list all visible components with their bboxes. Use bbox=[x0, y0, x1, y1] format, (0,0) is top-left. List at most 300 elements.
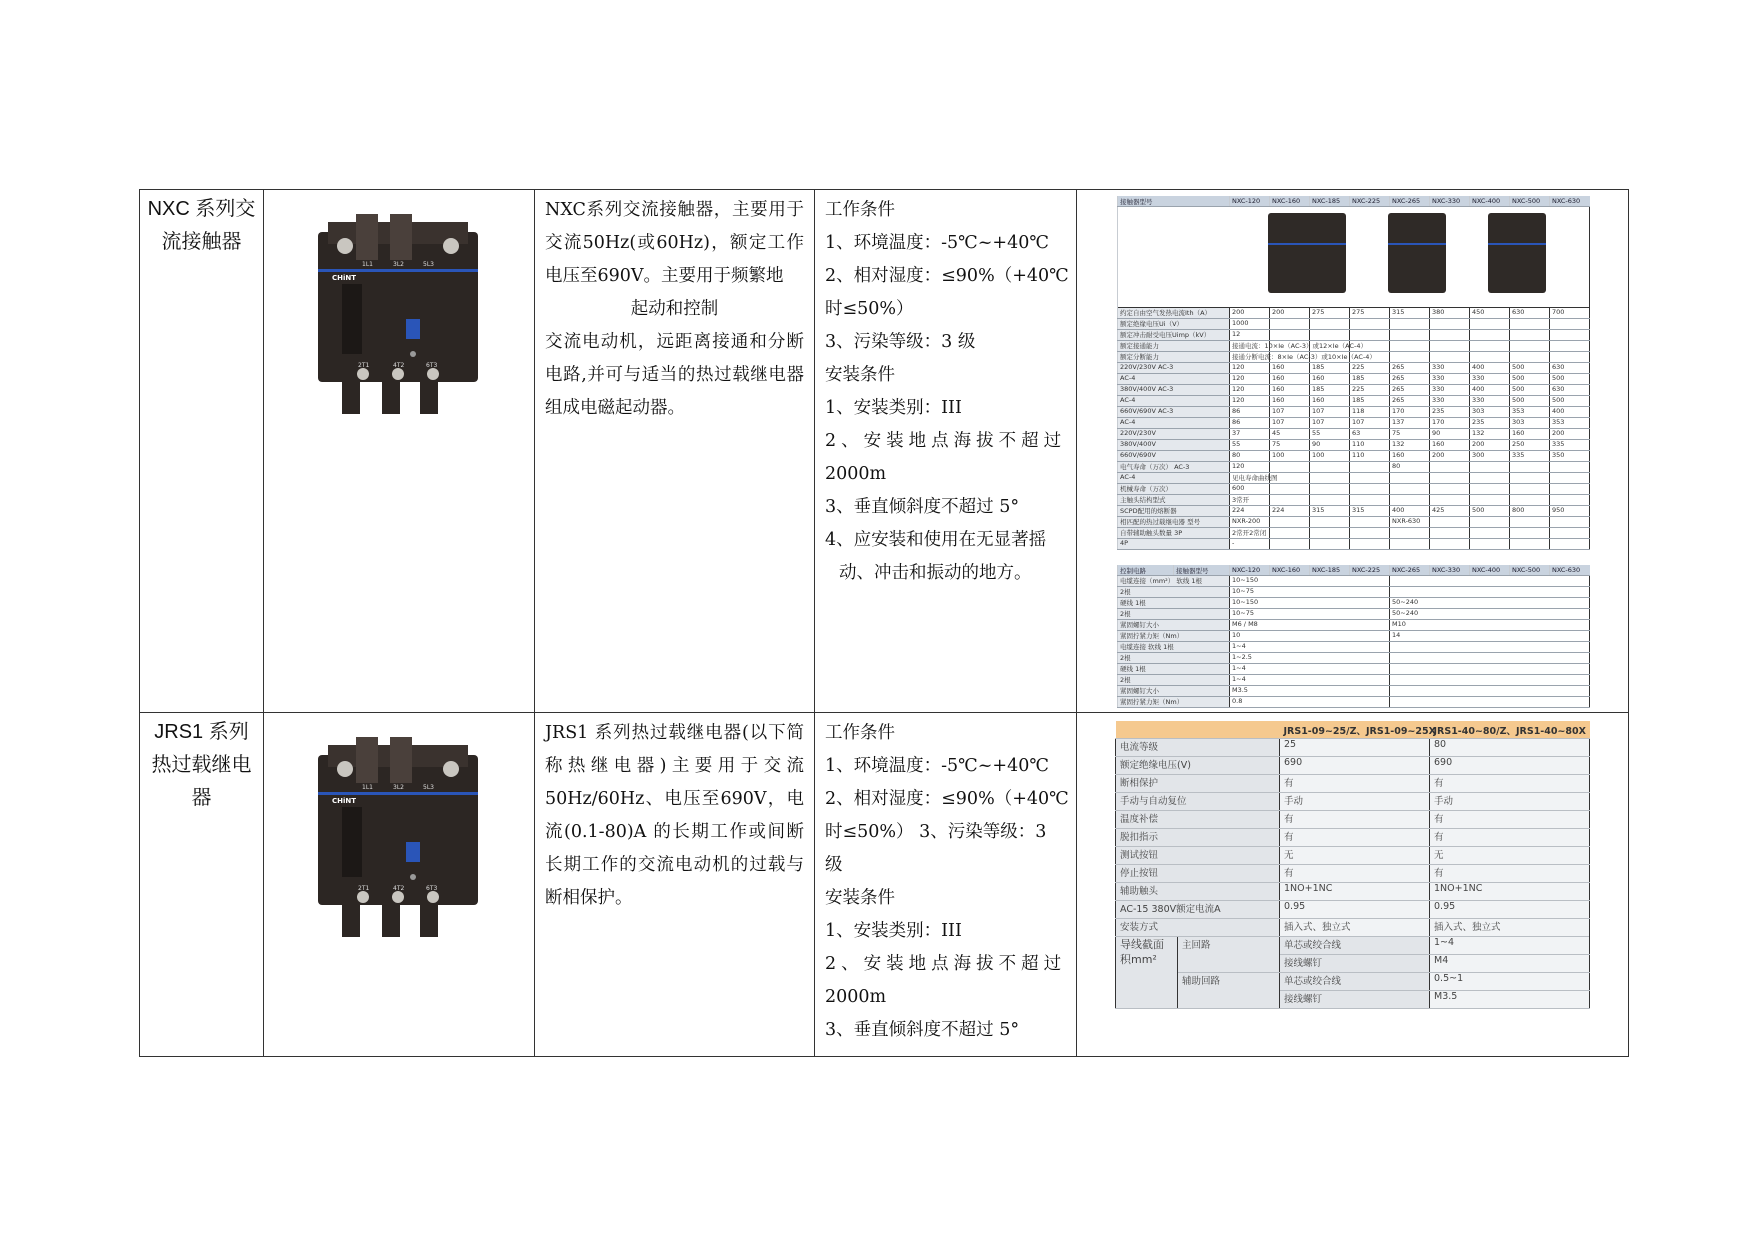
spec-value-cell: 235 bbox=[1430, 407, 1470, 418]
spec-label-cell: 紧固拧紧力矩（Nm） bbox=[1118, 697, 1230, 708]
spec-value-cell bbox=[1270, 495, 1310, 506]
spec-value-cell: 265 bbox=[1390, 385, 1430, 396]
spec-value-cell: 160 bbox=[1310, 374, 1350, 385]
spec-row bbox=[1118, 539, 1590, 550]
spec-value-cell: 0.8 bbox=[1230, 697, 1390, 708]
spec-value-cell bbox=[1430, 341, 1470, 352]
spec-value-cell bbox=[1270, 539, 1310, 550]
spec-value-cell bbox=[1550, 462, 1590, 473]
spec-row bbox=[1118, 495, 1590, 506]
spec-value-cell: 50~240 bbox=[1390, 609, 1590, 620]
spec-value-cell: 350 bbox=[1550, 451, 1590, 462]
spec-value-cell: 303 bbox=[1470, 407, 1510, 418]
spec-label-cell: 紧固螺钉大小 bbox=[1118, 686, 1230, 697]
spec-value-cell: 120 bbox=[1230, 396, 1270, 407]
spec-value-cell: 90 bbox=[1310, 440, 1350, 451]
spec-value-cell bbox=[1470, 484, 1510, 495]
spec-value-cell: 接通电流：10×Ie（AC-3）或12×Ie（AC-4） bbox=[1230, 341, 1270, 352]
condition-line: 2、安装地点海拔不超过 bbox=[825, 431, 1067, 451]
spec-value-cell: 有 bbox=[1430, 811, 1590, 829]
spec-label-cell: 220V/230V bbox=[1118, 429, 1230, 440]
spec-value-cell bbox=[1470, 330, 1510, 341]
spec-value-cell bbox=[1430, 539, 1470, 550]
spec-label-cell: 单芯或绞合线 bbox=[1280, 973, 1430, 991]
contactor-image bbox=[318, 214, 478, 414]
terminal-2t1: 2T1 bbox=[358, 362, 370, 369]
spec-value-cell: 55 bbox=[1230, 440, 1270, 451]
spec-row bbox=[1118, 451, 1590, 462]
spec-value-cell: 170 bbox=[1390, 407, 1430, 418]
spec-value-cell bbox=[1430, 319, 1470, 330]
spec-value-cell: 107 bbox=[1310, 418, 1350, 429]
spec-label-cell: 紧固拧紧力矩（Nm） bbox=[1118, 631, 1230, 642]
spec-value-cell bbox=[1430, 352, 1470, 363]
spec-subgroup-cell: 主回路 bbox=[1178, 937, 1280, 973]
spec-value-cell: 353 bbox=[1550, 418, 1590, 429]
spec-value-cell bbox=[1430, 528, 1470, 539]
spec-value-cell: 315 bbox=[1310, 506, 1350, 517]
spec-row bbox=[1118, 330, 1590, 341]
spec-label-cell: AC-4 bbox=[1118, 374, 1230, 385]
spec-header-cell: NXC-225 bbox=[1350, 565, 1390, 576]
spec-value-cell: 有 bbox=[1430, 865, 1590, 883]
spec-value-cell: 25 bbox=[1280, 739, 1430, 757]
spec-label-cell: 电气寿命（万次） AC-3 bbox=[1118, 462, 1230, 473]
spec-value-cell bbox=[1270, 517, 1310, 528]
spec-row bbox=[1118, 598, 1590, 609]
spec-value-cell bbox=[1390, 642, 1590, 653]
jrs-spec-table bbox=[1115, 721, 1590, 1009]
spec-value-cell bbox=[1270, 319, 1310, 330]
spec-value-cell: 有 bbox=[1280, 811, 1430, 829]
spec-label-cell: 660V/690V AC-3 bbox=[1118, 407, 1230, 418]
spec-value-cell: 200 bbox=[1430, 451, 1470, 462]
spec-row bbox=[1118, 374, 1590, 385]
spec-value-cell: 630 bbox=[1550, 363, 1590, 374]
spec-value-cell bbox=[1470, 473, 1510, 484]
spec-value-cell bbox=[1550, 319, 1590, 330]
spec-row bbox=[1116, 811, 1590, 829]
spec-product-photo bbox=[1388, 213, 1446, 293]
spec-value-cell bbox=[1390, 697, 1590, 708]
description: JRS1 系列热过载继电器(以下简称热继电器)主要用于交流50Hz/60Hz、电压至690V，电流(0.1-80)A 的长期工作或间断长期工作的交流电动机的过载与断相保护。 bbox=[545, 723, 804, 908]
spec-value-cell: 插入式、独立式 bbox=[1430, 919, 1590, 937]
spec-value-cell: 950 bbox=[1550, 506, 1590, 517]
spec-header-cell: NXC-120 bbox=[1230, 565, 1270, 576]
spec-value-cell: 120 bbox=[1230, 462, 1270, 473]
spec-value-cell bbox=[1510, 517, 1550, 528]
spec-row bbox=[1118, 664, 1590, 675]
spec-value-cell bbox=[1550, 473, 1590, 484]
conditions bbox=[815, 713, 1076, 1047]
spec-header-cell: NXC-120 bbox=[1230, 196, 1270, 207]
spec-value-cell bbox=[1310, 330, 1350, 341]
spec-value-cell bbox=[1350, 539, 1390, 550]
nxc-wiring-table bbox=[1117, 565, 1590, 708]
condition-line: 1、环境温度：-5℃~+40℃ bbox=[825, 233, 1049, 253]
spec-value-cell: 1~4 bbox=[1230, 664, 1390, 675]
spec-value-cell: 265 bbox=[1390, 396, 1430, 407]
spec-value-cell bbox=[1350, 462, 1390, 473]
spec-value-cell bbox=[1470, 495, 1510, 506]
spec-header-cell: NXC-160 bbox=[1270, 196, 1310, 207]
spec-label-cell: 接线螺钉 bbox=[1280, 991, 1430, 1009]
spec-value-cell bbox=[1310, 473, 1350, 484]
spec-value-cell bbox=[1470, 539, 1510, 550]
spec-value-cell: 107 bbox=[1270, 418, 1310, 429]
spec-value-cell bbox=[1270, 330, 1310, 341]
terminal-2t1: 2T1 bbox=[358, 885, 370, 892]
spec-header-cell: NXC-185 bbox=[1310, 196, 1350, 207]
spec-value-cell: 630 bbox=[1550, 385, 1590, 396]
spec-value-cell: 14 bbox=[1390, 631, 1590, 642]
spec-value-cell bbox=[1550, 341, 1590, 352]
spec-value-cell: 330 bbox=[1430, 396, 1470, 407]
spec-header-cell: NXC-185 bbox=[1310, 565, 1350, 576]
spec-value-cell: 425 bbox=[1430, 506, 1470, 517]
spec-value-cell: 335 bbox=[1550, 440, 1590, 451]
spec-value-cell: 90 bbox=[1430, 429, 1470, 440]
spec-value-cell: 手动 bbox=[1280, 793, 1430, 811]
spec-value-cell: 75 bbox=[1390, 429, 1430, 440]
spec-label-cell: 温度补偿 bbox=[1116, 811, 1280, 829]
spec-value-cell bbox=[1310, 495, 1350, 506]
spec-label-cell: 硬线 1根 bbox=[1118, 598, 1230, 609]
spec-value-cell: 690 bbox=[1280, 757, 1430, 775]
spec-value-cell: 有 bbox=[1430, 775, 1590, 793]
spec-row bbox=[1116, 829, 1590, 847]
spec-value-cell: 37 bbox=[1230, 429, 1270, 440]
spec-value-cell bbox=[1350, 473, 1390, 484]
spec-label-cell: 紧固螺钉大小 bbox=[1118, 620, 1230, 631]
spec-value-cell: 170 bbox=[1430, 418, 1470, 429]
spec-value-cell: 160 bbox=[1390, 451, 1430, 462]
spec-row bbox=[1118, 642, 1590, 653]
spec-value-cell: 1~4 bbox=[1230, 642, 1390, 653]
spec-value-cell bbox=[1350, 528, 1390, 539]
spec-row bbox=[1116, 937, 1590, 955]
condition-line: 2、相对湿度：≤90%（+40℃ bbox=[825, 789, 1069, 809]
spec-value-cell bbox=[1390, 686, 1590, 697]
spec-row bbox=[1116, 901, 1590, 919]
spec-label-cell: 2根 bbox=[1118, 675, 1230, 686]
spec-value-cell: 1NO+1NC bbox=[1280, 883, 1430, 901]
spec-product-photo bbox=[1488, 213, 1546, 293]
condition-line: 级 bbox=[825, 855, 843, 875]
spec-header-cell: JRS1-09~25/Z、JRS1-09~25X bbox=[1280, 721, 1430, 739]
spec-header-cell: NXC-330 bbox=[1430, 196, 1470, 207]
spec-value-cell bbox=[1390, 653, 1590, 664]
spec-value-cell: 10~150 bbox=[1230, 576, 1390, 587]
product-image-cell bbox=[264, 190, 535, 713]
product-table bbox=[139, 189, 1629, 1057]
spec-value-cell: M3.5 bbox=[1230, 686, 1390, 697]
spec-value-cell bbox=[1510, 539, 1550, 550]
condition-line: 1、安装类别：III bbox=[825, 921, 962, 941]
product-image-cell bbox=[264, 713, 535, 1057]
spec-value-cell: 100 bbox=[1270, 451, 1310, 462]
spec-value-cell bbox=[1390, 495, 1430, 506]
spec-label-cell: 额定绝缘电压(V) bbox=[1116, 757, 1280, 775]
spec-value-cell bbox=[1350, 495, 1390, 506]
spec-value-cell: 400 bbox=[1470, 385, 1510, 396]
spec-label-cell: 380V/400V AC-3 bbox=[1118, 385, 1230, 396]
spec-value-cell: 250 bbox=[1510, 440, 1550, 451]
spec-value-cell bbox=[1390, 484, 1430, 495]
spec-value-cell: 450 bbox=[1470, 308, 1510, 319]
spec-value-cell: 1000 bbox=[1230, 319, 1270, 330]
spec-label-cell: 额定绝缘电压Ui（V） bbox=[1118, 319, 1230, 330]
spec-value-cell bbox=[1550, 517, 1590, 528]
spec-value-cell: 0.95 bbox=[1280, 901, 1430, 919]
condition-line: 工作条件 bbox=[825, 723, 895, 743]
spec-value-cell: M3.5 bbox=[1430, 991, 1590, 1009]
spec-label-cell: 380V/400V bbox=[1118, 440, 1230, 451]
spec-value-cell: 137 bbox=[1390, 418, 1430, 429]
spec-value-cell: 185 bbox=[1310, 363, 1350, 374]
spec-header-cell: NXC-500 bbox=[1510, 565, 1550, 576]
spec-value-cell bbox=[1550, 352, 1590, 363]
spec-value-cell: 330 bbox=[1470, 374, 1510, 385]
condition-line: 1、安装类别：III bbox=[825, 398, 962, 418]
brand-logo: CHiNT bbox=[332, 797, 357, 805]
spec-value-cell: 200 bbox=[1270, 308, 1310, 319]
spec-header-cell: NXC-225 bbox=[1350, 196, 1390, 207]
spec-row bbox=[1118, 407, 1590, 418]
conditions-cell bbox=[815, 713, 1077, 1057]
spec-value-cell: 160 bbox=[1430, 440, 1470, 451]
spec-value-cell: 690 bbox=[1430, 757, 1590, 775]
spec-value-cell: 10 bbox=[1230, 631, 1390, 642]
spec-value-cell bbox=[1510, 341, 1550, 352]
spec-value-cell bbox=[1510, 330, 1550, 341]
description-cell bbox=[535, 190, 815, 713]
product-name-cell bbox=[140, 713, 264, 1057]
spec-row bbox=[1116, 865, 1590, 883]
spec-header-cell: 接触器型号 bbox=[1174, 565, 1230, 576]
spec-header-row bbox=[1116, 721, 1590, 739]
spec-value-cell: 110 bbox=[1350, 440, 1390, 451]
spec-value-cell: 330 bbox=[1470, 396, 1510, 407]
spec-value-cell: M6 / M8 bbox=[1230, 620, 1390, 631]
terminal-6t3: 6T3 bbox=[426, 885, 438, 892]
description-rest: 交流电动机，远距离接通和分断电路,并可与适当的热过载继电器组成电磁起动器。 bbox=[545, 332, 804, 418]
spec-header-cell: 控制电路 bbox=[1118, 565, 1174, 576]
spec-row bbox=[1118, 653, 1590, 664]
spec-value-cell: 55 bbox=[1310, 429, 1350, 440]
spec-value-cell bbox=[1430, 330, 1470, 341]
spec-value-cell: 500 bbox=[1510, 363, 1550, 374]
spec-header-cell: NXC-160 bbox=[1270, 565, 1310, 576]
spec-value-cell bbox=[1390, 473, 1430, 484]
spec-value-cell: 10~75 bbox=[1230, 587, 1390, 598]
spec-label-cell: 主触头结构型式 bbox=[1118, 495, 1230, 506]
relay-image bbox=[318, 737, 478, 937]
product-name: NXC 系列交流接触器 bbox=[147, 198, 256, 253]
spec-value-cell: 500 bbox=[1510, 374, 1550, 385]
spec-value-cell bbox=[1350, 484, 1390, 495]
spec-value-cell: 235 bbox=[1470, 418, 1510, 429]
spec-value-cell: 有 bbox=[1280, 829, 1430, 847]
spec-row bbox=[1116, 775, 1590, 793]
spec-value-cell: 265 bbox=[1390, 374, 1430, 385]
spec-label-cell: 约定自由空气发热电流Ith（A） bbox=[1118, 308, 1230, 319]
spec-row bbox=[1118, 631, 1590, 642]
spec-label-cell: AC-4 bbox=[1118, 473, 1230, 484]
product-name: JRS1 系列热过载继电器 bbox=[151, 721, 252, 809]
spec-value-cell: 12 bbox=[1230, 330, 1270, 341]
spec-value-cell: 200 bbox=[1470, 440, 1510, 451]
spec-label-cell: 2根 bbox=[1118, 587, 1230, 598]
spec-value-cell: NXR-630 bbox=[1390, 517, 1430, 528]
spec-value-cell: 86 bbox=[1230, 407, 1270, 418]
spec-row bbox=[1118, 506, 1590, 517]
spec-row bbox=[1116, 793, 1590, 811]
spec-value-cell bbox=[1510, 528, 1550, 539]
spec-value-cell: 132 bbox=[1470, 429, 1510, 440]
condition-line: 4、应安装和使用在无显著摇 bbox=[825, 530, 1047, 550]
spec-value-cell: 315 bbox=[1390, 308, 1430, 319]
spec-label-cell: AC-4 bbox=[1118, 396, 1230, 407]
spec-label-cell: 测试按钮 bbox=[1116, 847, 1280, 865]
spec-value-cell: 1~4 bbox=[1230, 675, 1390, 686]
spec-value-cell: M4 bbox=[1430, 955, 1590, 973]
spec-image-row bbox=[1118, 207, 1590, 308]
terminal-1l1: 1L1 bbox=[362, 261, 373, 268]
spec-row bbox=[1116, 757, 1590, 775]
spec-label-cell: 辅助触头 bbox=[1116, 883, 1280, 901]
spec-value-cell bbox=[1310, 484, 1350, 495]
description-center: 起动和控制 bbox=[630, 299, 719, 319]
spec-value-cell bbox=[1390, 330, 1430, 341]
spec-value-cell: 330 bbox=[1430, 363, 1470, 374]
spec-value-cell bbox=[1470, 528, 1510, 539]
spec-row bbox=[1116, 847, 1590, 865]
spec-value-cell bbox=[1350, 330, 1390, 341]
spec-value-cell bbox=[1310, 517, 1350, 528]
spec-cell bbox=[1077, 190, 1629, 713]
spec-value-cell bbox=[1470, 462, 1510, 473]
terminal-3l2: 3L2 bbox=[393, 261, 404, 268]
spec-value-cell bbox=[1470, 517, 1510, 528]
spec-value-cell: 86 bbox=[1230, 418, 1270, 429]
spec-value-cell: 80 bbox=[1430, 739, 1590, 757]
spec-header-cell: NXC-630 bbox=[1550, 196, 1590, 207]
spec-header-row bbox=[1118, 565, 1590, 576]
condition-line: 1、环境温度：-5℃~+40℃ bbox=[825, 756, 1049, 776]
spec-value-cell bbox=[1310, 528, 1350, 539]
spec-label-cell: 硬线 1根 bbox=[1118, 664, 1230, 675]
product-name-cell bbox=[140, 190, 264, 713]
spec-value-cell: 160 bbox=[1510, 429, 1550, 440]
spec-value-cell: 500 bbox=[1470, 506, 1510, 517]
spec-value-cell: 380 bbox=[1430, 308, 1470, 319]
spec-cell bbox=[1077, 713, 1629, 1057]
spec-value-cell: 335 bbox=[1510, 451, 1550, 462]
spec-value-cell: 303 bbox=[1510, 418, 1550, 429]
spec-value-cell: - bbox=[1230, 539, 1270, 550]
spec-image-cell bbox=[1118, 207, 1590, 308]
spec-value-cell: 315 bbox=[1350, 506, 1390, 517]
spec-header-cell: NXC-400 bbox=[1470, 565, 1510, 576]
spec-value-cell: 有 bbox=[1280, 775, 1430, 793]
terminal-6t3: 6T3 bbox=[426, 362, 438, 369]
brand-logo: CHiNT bbox=[332, 274, 357, 282]
spec-value-cell: 见电寿命曲线图 bbox=[1230, 473, 1270, 484]
spec-value-cell: 600 bbox=[1230, 484, 1270, 495]
condition-line: 安装条件 bbox=[825, 888, 895, 908]
spec-value-cell bbox=[1270, 484, 1310, 495]
spec-label-cell: 机械寿命（万次） bbox=[1118, 484, 1230, 495]
spec-group-cell: 导线截面积mm² bbox=[1116, 937, 1178, 1009]
terminal-5l3: 5L3 bbox=[423, 784, 434, 791]
spec-value-cell bbox=[1310, 539, 1350, 550]
spec-value-cell: 500 bbox=[1510, 385, 1550, 396]
spec-value-cell bbox=[1550, 484, 1590, 495]
spec-row bbox=[1116, 973, 1590, 991]
spec-value-cell: M10 bbox=[1390, 620, 1590, 631]
table-row bbox=[140, 190, 1629, 713]
spec-value-cell bbox=[1430, 484, 1470, 495]
spec-value-cell: 10~75 bbox=[1230, 609, 1390, 620]
spec-value-cell: NXR-200 bbox=[1230, 517, 1270, 528]
conditions-cell bbox=[815, 190, 1077, 713]
condition-line: 时≤50%） 3、污染等级：3 bbox=[825, 822, 1047, 842]
spec-label-cell: 额定冲击耐受电压Uimp（kV） bbox=[1118, 330, 1230, 341]
spec-value-cell bbox=[1390, 341, 1430, 352]
description bbox=[535, 190, 814, 425]
description-cell bbox=[535, 713, 815, 1057]
spec-value-cell: 185 bbox=[1350, 374, 1390, 385]
spec-label-cell: 电缆连接 软线 1根 bbox=[1118, 642, 1230, 653]
spec-value-cell bbox=[1510, 319, 1550, 330]
spec-label-cell: 安装方式 bbox=[1116, 919, 1280, 937]
spec-value-cell bbox=[1390, 675, 1590, 686]
spec-label-cell: 2根 bbox=[1118, 609, 1230, 620]
spec-label-cell: 额定接通能力 bbox=[1118, 341, 1230, 352]
spec-label-cell: 电流等级 bbox=[1116, 739, 1280, 757]
spec-value-cell: 185 bbox=[1310, 385, 1350, 396]
spec-row bbox=[1118, 341, 1590, 352]
spec-value-cell bbox=[1470, 352, 1510, 363]
spec-label-cell: 接线螺钉 bbox=[1280, 955, 1430, 973]
spec-value-cell bbox=[1390, 528, 1430, 539]
spec-value-cell: 110 bbox=[1350, 451, 1390, 462]
spec-value-cell bbox=[1510, 473, 1550, 484]
spec-value-cell: 75 bbox=[1270, 440, 1310, 451]
spec-value-cell: 插入式、独立式 bbox=[1280, 919, 1430, 937]
spec-value-cell: 500 bbox=[1510, 396, 1550, 407]
spec-row bbox=[1118, 418, 1590, 429]
spec-value-cell bbox=[1390, 664, 1590, 675]
spec-value-cell: 80 bbox=[1390, 462, 1430, 473]
spec-row bbox=[1118, 440, 1590, 451]
spec-value-cell bbox=[1390, 539, 1430, 550]
description-main: NXC系列交流接触器，主要用于交流50Hz(或60Hz)，额定工作电压至690V。主要用于频繁地 bbox=[545, 200, 804, 286]
spec-header-cell: NXC-500 bbox=[1510, 196, 1550, 207]
spec-value-cell: 100 bbox=[1310, 451, 1350, 462]
spec-row bbox=[1118, 576, 1590, 587]
spec-value-cell: 107 bbox=[1270, 407, 1310, 418]
spec-value-cell: 接通分断电流：8×Ie（AC-3）或10×Ie（AC-4） bbox=[1230, 352, 1270, 363]
spec-value-cell: 200 bbox=[1230, 308, 1270, 319]
spec-label-cell: 单芯或绞合线 bbox=[1280, 937, 1430, 955]
spec-row bbox=[1118, 385, 1590, 396]
spec-row bbox=[1116, 919, 1590, 937]
spec-row bbox=[1116, 739, 1590, 757]
spec-value-cell: 330 bbox=[1430, 385, 1470, 396]
spec-value-cell: 1NO+1NC bbox=[1430, 883, 1590, 901]
